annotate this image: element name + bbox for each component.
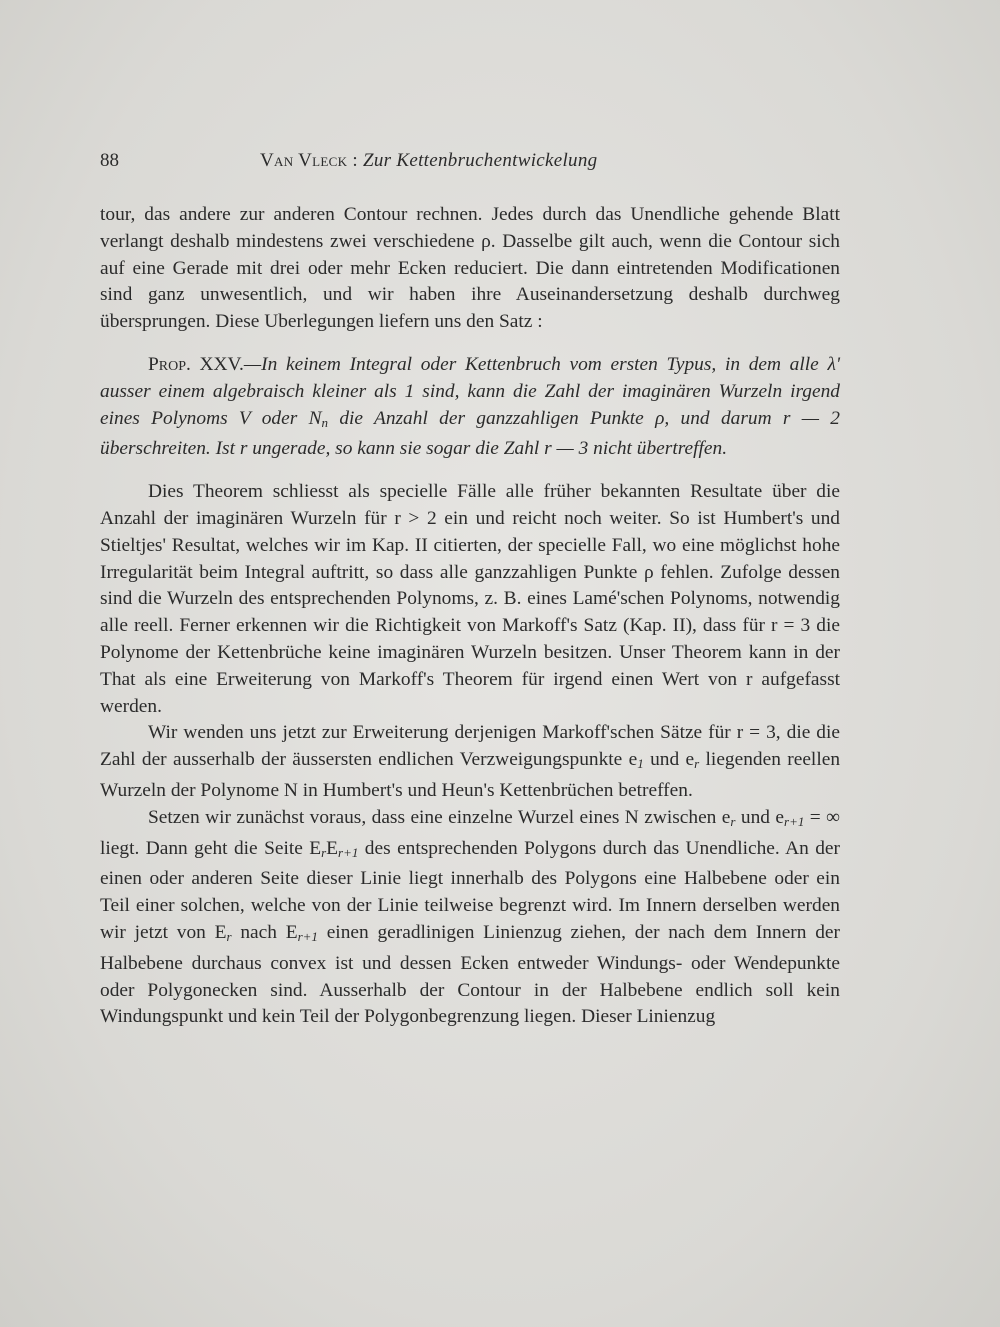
text-run: liegenden reellen Wurzeln der Polynome N in Humbert's und Heun's Kettenbrüchen betreffen. xyxy=(100,749,841,801)
subscript: r xyxy=(321,844,327,860)
subscript: r+1 xyxy=(338,844,359,860)
text-run: Setzen wir zunächst voraus, dass eine einzelne Wurzel eines N zwischen e xyxy=(148,806,731,828)
author-name: Van Vleck xyxy=(260,150,348,171)
paragraph xyxy=(100,720,840,804)
body-text xyxy=(100,202,840,1031)
proposition-label: Prop. XXV. xyxy=(148,353,244,375)
text-run: nach E xyxy=(231,921,298,943)
subscript: r+1 xyxy=(784,813,805,829)
proposition-text: die Anzahl der ganzzahligen Punkte ρ, und darum r — 2 überschreiten. Ist r ungerade, so kann sie sogar die Zahl r — 3 nicht übertreffen. xyxy=(100,407,840,460)
proposition-text: —In keinem Integral oder Kettenbruch vom ersten Typus, in dem alle λ' ausser einem algebraisch kleiner als 1 sind, kann die Zahl der imaginären Wurzeln irgend eines Polynoms V oder N xyxy=(100,353,840,429)
paragraph xyxy=(100,805,840,1031)
subscript: n xyxy=(321,414,329,430)
article-title: Zur Kettenbruchentwickelung xyxy=(362,150,598,171)
text-run: = ∞ liegt. Dann geht die Seite E xyxy=(100,806,840,859)
text-run: und e xyxy=(735,806,785,828)
text-run: E xyxy=(326,837,339,859)
subscript: r xyxy=(226,928,232,944)
text-run: Wir wenden uns jetzt zur Erweiterung derjenigen Markoff'schen Sätze für r = 3, die die Zahl der ausserhalb der äussersten endlichen Verzweigungspunkte e xyxy=(100,722,840,771)
paragraph: Dies Theorem schliesst als specielle Fälle alle früher bekannten Resultate über die Anzahl der imaginären Wurzeln für r > 2 ein und reicht noch weiter. So ist Humbert's und Stieltjes' Resultat, welches wir im Kap. II citierten, der specielle Fall, wo eine möglichst hohe Irregularität beim Integral auftritt, so dass alle ganzzahligen Punkte ρ fehlen. Zufolge dessen sind die Wurzeln des entsprechenden Polynoms, z. B. eines Lamé'schen Polynoms, notwendig alle reell. Ferner erkennen wir die Richtigkeit von Markoff's Satz (Kap. II), dass für r = 3 die Polynome der Kettenbrüche keine imaginären Wurzeln besitzen. Unser Theorem kann in der That als eine Erweiterung von Markoff's Theorem für irgend einen Wert von r aufgefasst werden. xyxy=(100,481,840,717)
subscript: 1 xyxy=(637,756,644,772)
paragraph: tour, das andere zur anderen Contour rechnen. Jedes durch das Unendliche gehende Blatt verlangt deshalb mindestens zwei verschiedene ρ. Dasselbe gilt auch, wenn die Contour sich auf eine Gerade mit drei oder mehr Ecken reduciert. Die dann eintretenden Modificationen sind ganz unwesentlich, und wir haben ihre Auseinandersetzung deshalb durchweg übersprungen. Diese Uberlegungen liefern uns den Satz : xyxy=(100,204,840,333)
proposition xyxy=(100,352,840,463)
subscript: r+1 xyxy=(297,928,318,944)
subscript: r xyxy=(694,756,700,772)
page-number: 88 xyxy=(100,150,119,171)
text-run: und e xyxy=(643,749,695,771)
subscript: r xyxy=(730,813,736,829)
running-title xyxy=(260,150,597,172)
title-separator: : xyxy=(347,150,363,171)
running-header xyxy=(100,150,840,180)
text-run: einen geradlinigen Linienzug ziehen, der nach dem Innern der Halbebene durchaus convex ist und dessen Ecken entweder Windungs- oder Wendepunkte oder Polygonecken sind. Ausserhalb der Contour in der Halbebene endlich soll kein Windungspunkt und kein Teil der Polygonbegrenzung liegen. Dieser Linienzug xyxy=(100,921,840,1028)
text-run: des entsprechenden Polygons durch das Unendliche. An der einen oder anderen Seite dieser Linie liegt innerhalb des Polygons eine Halbebene oder ein Teil einer solchen, welche von der Linie teilweise begrenzt wird. Im Innern derselben werden wir jetzt von E xyxy=(100,837,840,943)
